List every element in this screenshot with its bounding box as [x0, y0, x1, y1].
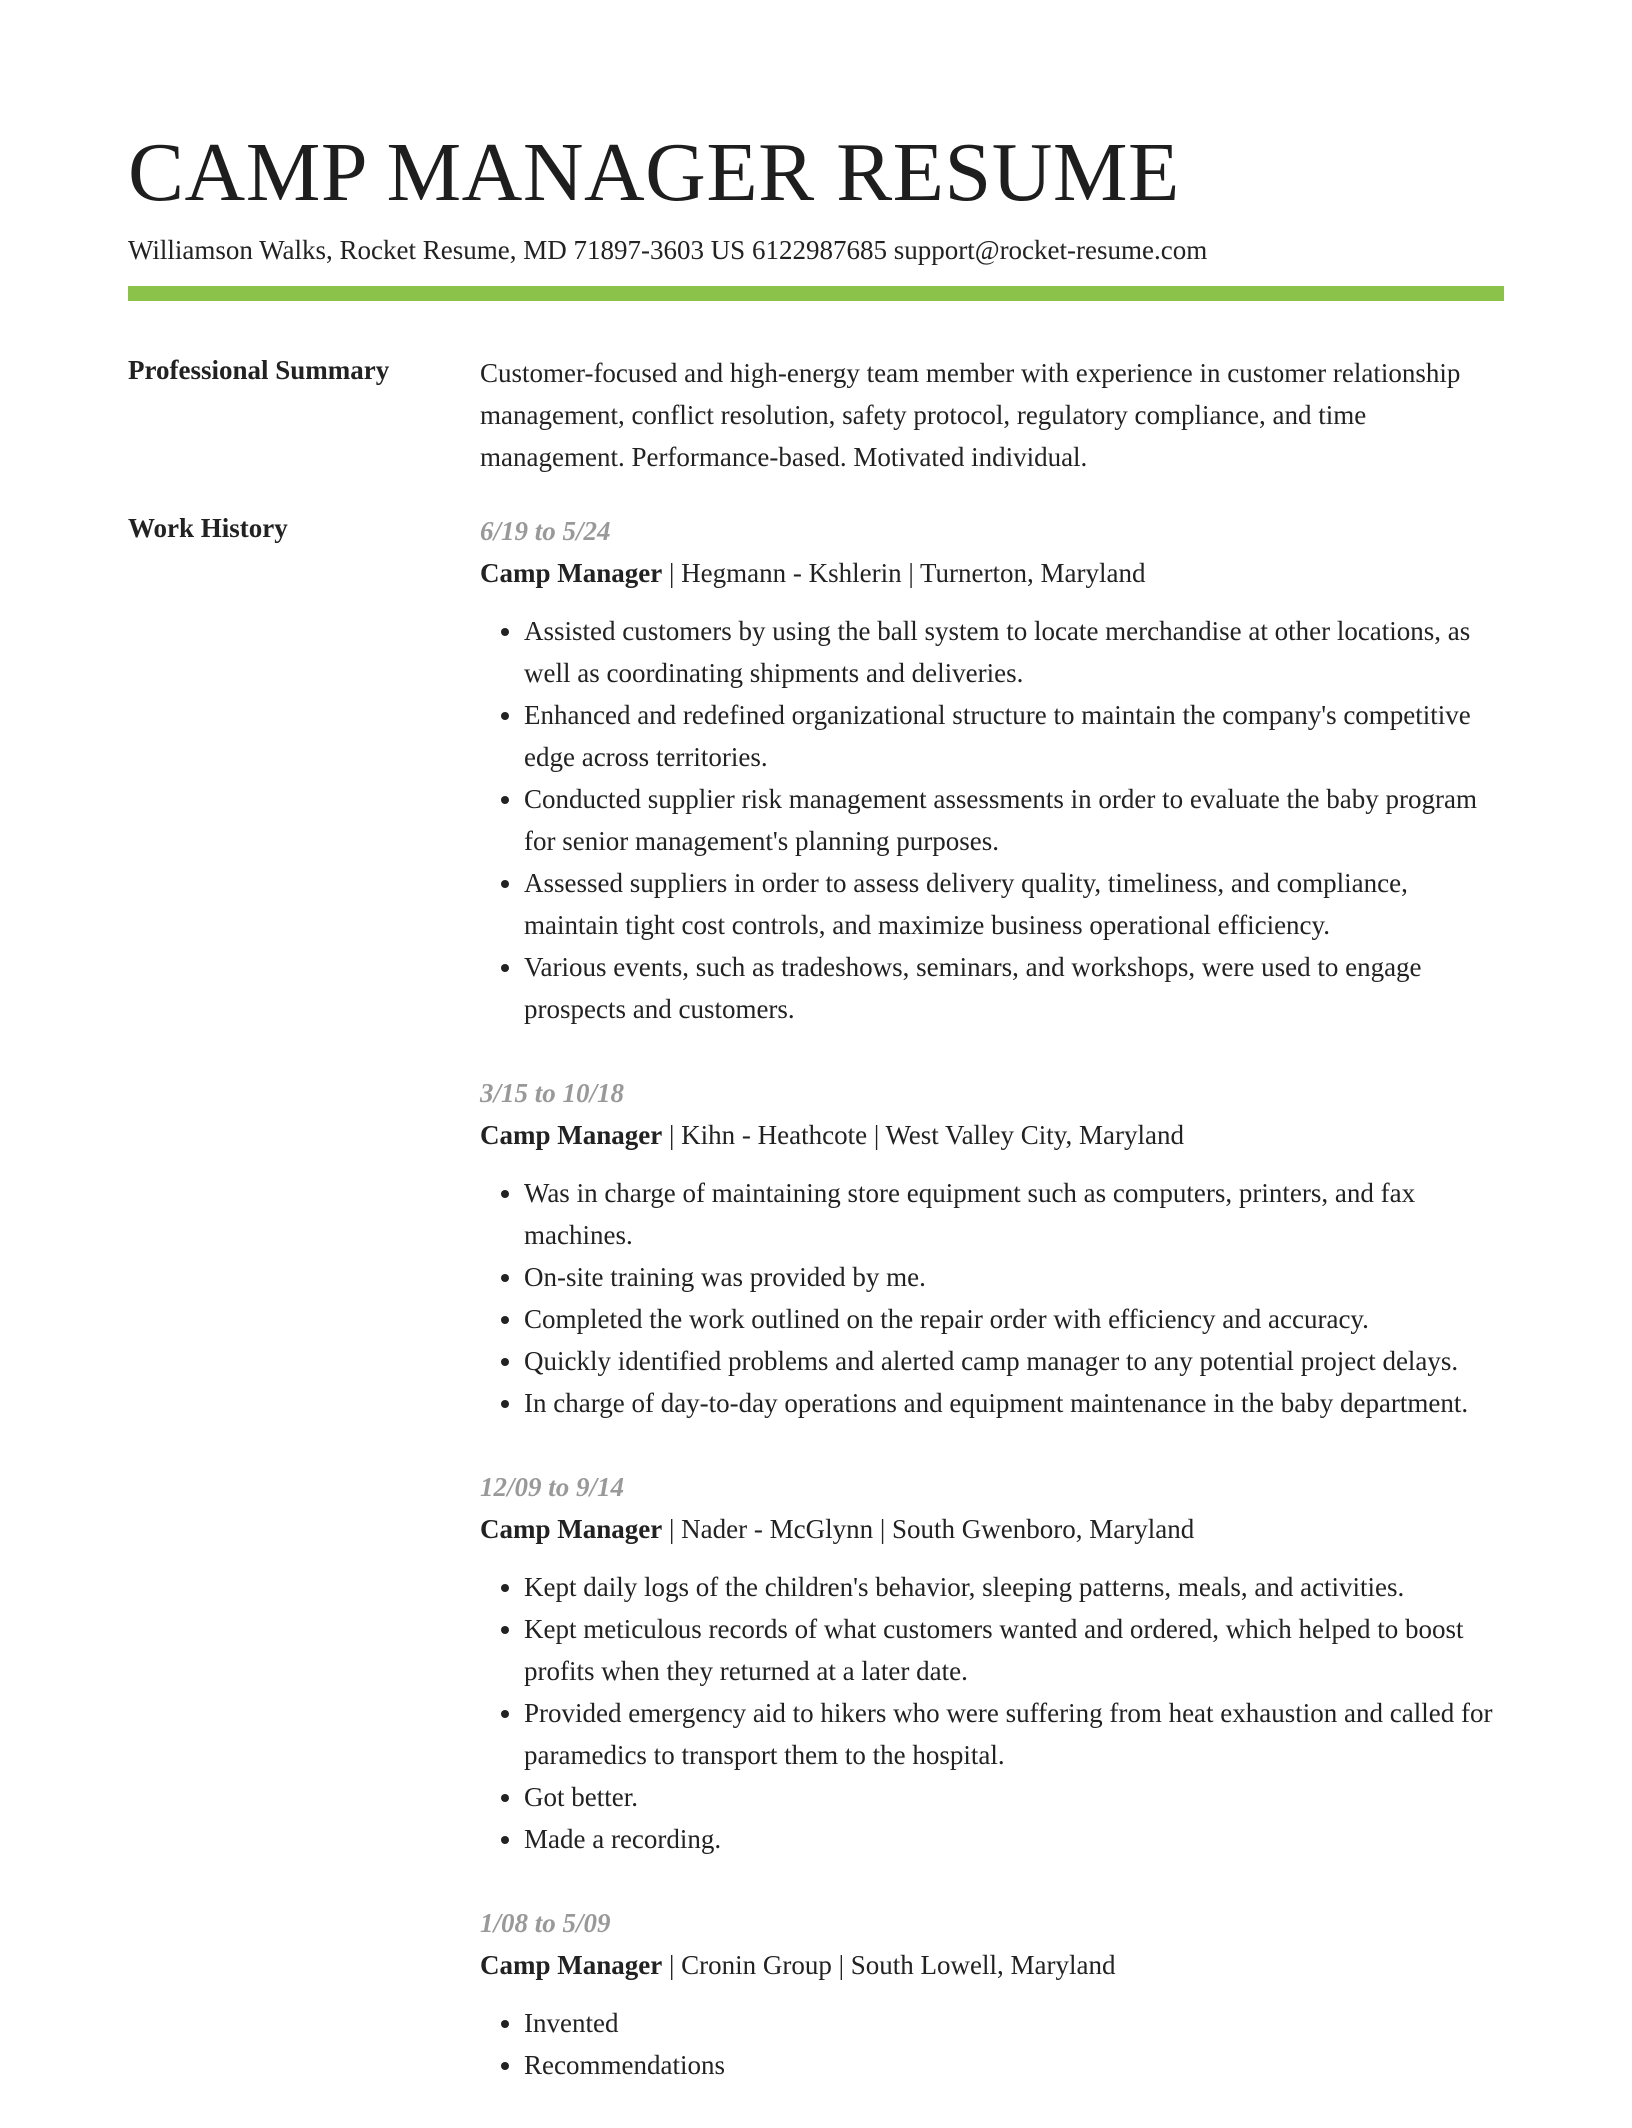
job-entry	[480, 510, 1504, 1030]
job-title: Camp Manager	[480, 1120, 663, 1150]
work-history-label: Work History	[128, 513, 288, 543]
job-bullet: • Various events, such as tradeshows, seminars, and workshops, were used to engage prospects and customers.	[524, 946, 1504, 1030]
job-bullet: • Was in charge of maintaining store equipment such as computers, printers, and fax machines.	[524, 1172, 1504, 1256]
job-heading	[480, 552, 1504, 594]
job-bullet: • Kept meticulous records of what customers wanted and ordered, which helped to boost profits when they returned at a later date.	[524, 1608, 1504, 1692]
job-title: Camp Manager	[480, 558, 663, 588]
job-dates: 6/19 to 5/24	[480, 516, 611, 546]
contact-info: Williamson Walks, Rocket Resume, MD 71897-3603 US 6122987685 support@rocket-resume.com	[128, 235, 1208, 265]
job-heading	[480, 1114, 1504, 1156]
job-bullet: • Assessed suppliers in order to assess delivery quality, timeliness, and compliance, maintain tight cost controls, and maximize business operational efficiency.	[524, 862, 1504, 946]
job-heading	[480, 1508, 1504, 1550]
summary-text: Customer-focused and high-energy team member with experience in customer relationship management, conflict resolution, safety protocol, regulatory compliance, and time management. Performance-based. Motivated individual.	[480, 358, 1461, 472]
work-history-list	[480, 510, 1504, 2128]
job-bullet: • Enhanced and redefined organizational structure to maintain the company's competitive edge across territories.	[524, 694, 1504, 778]
job-bullets	[480, 2002, 1504, 2086]
job-details: | Hegmann - Kshlerin | Turnerton, Maryland	[662, 558, 1146, 588]
job-dates: 3/15 to 10/18	[480, 1078, 625, 1108]
job-bullet: • Kept daily logs of the children's behavior, sleeping patterns, meals, and activities.	[524, 1566, 1504, 1608]
job-title: Camp Manager	[480, 1514, 663, 1544]
job-bullets	[480, 610, 1504, 1030]
job-details: | Nader - McGlynn | South Gwenboro, Maryland	[662, 1514, 1195, 1544]
job-bullet: • In charge of day-to-day operations and equipment maintenance in the baby department.	[524, 1382, 1504, 1424]
job-title: Camp Manager	[480, 1950, 663, 1980]
summary-label: Professional Summary	[128, 355, 390, 385]
job-bullet: • Got better.	[524, 1776, 1504, 1818]
job-dates: 12/09 to 9/14	[480, 1472, 625, 1502]
job-bullet: • Invented	[524, 2002, 1504, 2044]
job-bullet: • Assisted customers by using the ball system to locate merchandise at other locations, as well as coordinating shipments and deliveries.	[524, 610, 1504, 694]
job-bullets	[480, 1566, 1504, 1860]
job-entry	[480, 1466, 1504, 1860]
job-bullet: • Completed the work outlined on the repair order with efficiency and accuracy.	[524, 1298, 1504, 1340]
job-heading	[480, 1944, 1504, 1986]
job-bullet: • Quickly identified problems and alerted camp manager to any potential project delays.	[524, 1340, 1504, 1382]
job-details: | Kihn - Heathcote | West Valley City, Maryland	[662, 1120, 1185, 1150]
job-entry	[480, 1072, 1504, 1424]
header-divider	[128, 286, 1504, 301]
job-bullet: • Provided emergency aid to hikers who were suffering from heat exhaustion and called for paramedics to transport them to the hospital.	[524, 1692, 1504, 1776]
job-bullets	[480, 1172, 1504, 1424]
job-entry	[480, 1902, 1504, 2086]
job-bullet: • On-site training was provided by me.	[524, 1256, 1504, 1298]
page-title: CAMP MANAGER RESUME	[128, 126, 1180, 219]
job-bullet: • Made a recording.	[524, 1818, 1504, 1860]
job-bullet: • Recommendations	[524, 2044, 1504, 2086]
job-details: | Cronin Group | South Lowell, Maryland	[662, 1950, 1116, 1980]
job-dates: 1/08 to 5/09	[480, 1908, 611, 1938]
job-bullet: • Conducted supplier risk management assessments in order to evaluate the baby program for senior management's planning purposes.	[524, 778, 1504, 862]
